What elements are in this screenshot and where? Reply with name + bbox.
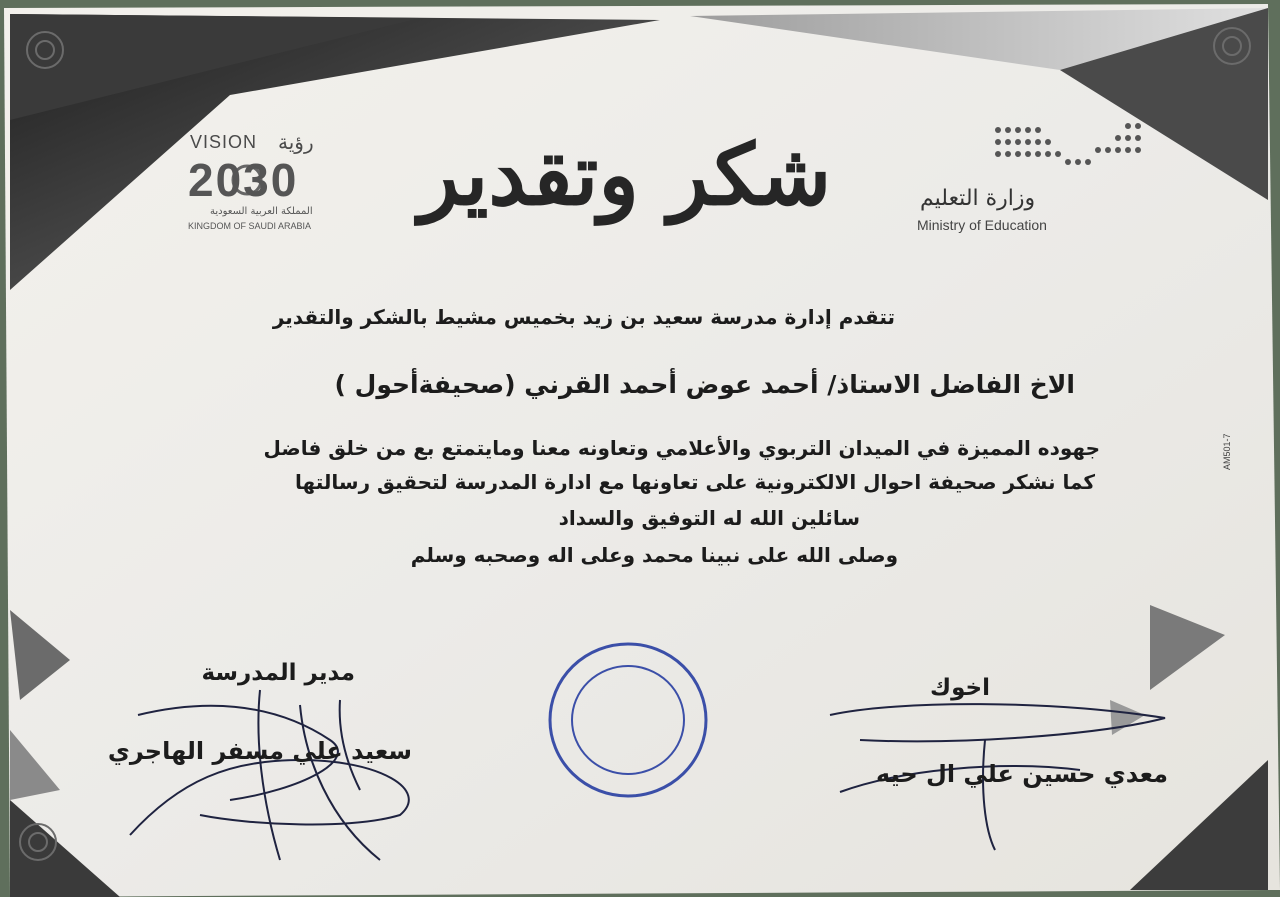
brother-title: اخوك: [930, 675, 990, 701]
certificate-title: شكر وتقدير: [418, 125, 832, 224]
ministry-name-english: Ministry of Education: [917, 217, 1047, 233]
body-line: وصلى الله على نبينا محمد وعلى اله وصحبه وسلم: [410, 543, 898, 567]
body-line: جهوده المميزة في الميدان التربوي والأعلامي وتعاونه معنا ومايتمتع بع من خلق فاضل: [263, 436, 1100, 460]
principal-title: مدير المدرسة: [201, 660, 355, 686]
kingdom-name-english: KINGDOM OF SAUDI ARABIA: [188, 221, 312, 231]
kingdom-name-arabic: المملكة العربية السعودية: [210, 206, 313, 217]
ministry-name-arabic: وزارة التعليم: [920, 186, 1036, 211]
vision-year: 2030: [188, 154, 299, 206]
recipient-line: الاخ الفاضل الاستاذ/ أحمد عوض أحمد القرني (صحيفةأحول ): [334, 370, 1075, 399]
subject-line: تتقدم إدارة مدرسة سعيد بن زيد بخميس مشيط بالشكر والتقدير: [272, 305, 895, 329]
body-line: كما نشكر صحيفة احوال الالكترونية على تعاونها مع ادارة المدرسة لتحقيق رسالتها: [295, 470, 1095, 494]
body-line: سائلين الله له التوفيق والسداد: [558, 506, 860, 530]
vision-label: VISION: [190, 132, 258, 152]
principal-name: سعيد علي مسفر الهاجري: [107, 737, 412, 765]
brother-name: معدي حسين علي ال حيه: [876, 760, 1168, 788]
form-code: AM501-7: [1222, 433, 1232, 470]
vision-arabic-label: رؤية: [278, 130, 314, 154]
